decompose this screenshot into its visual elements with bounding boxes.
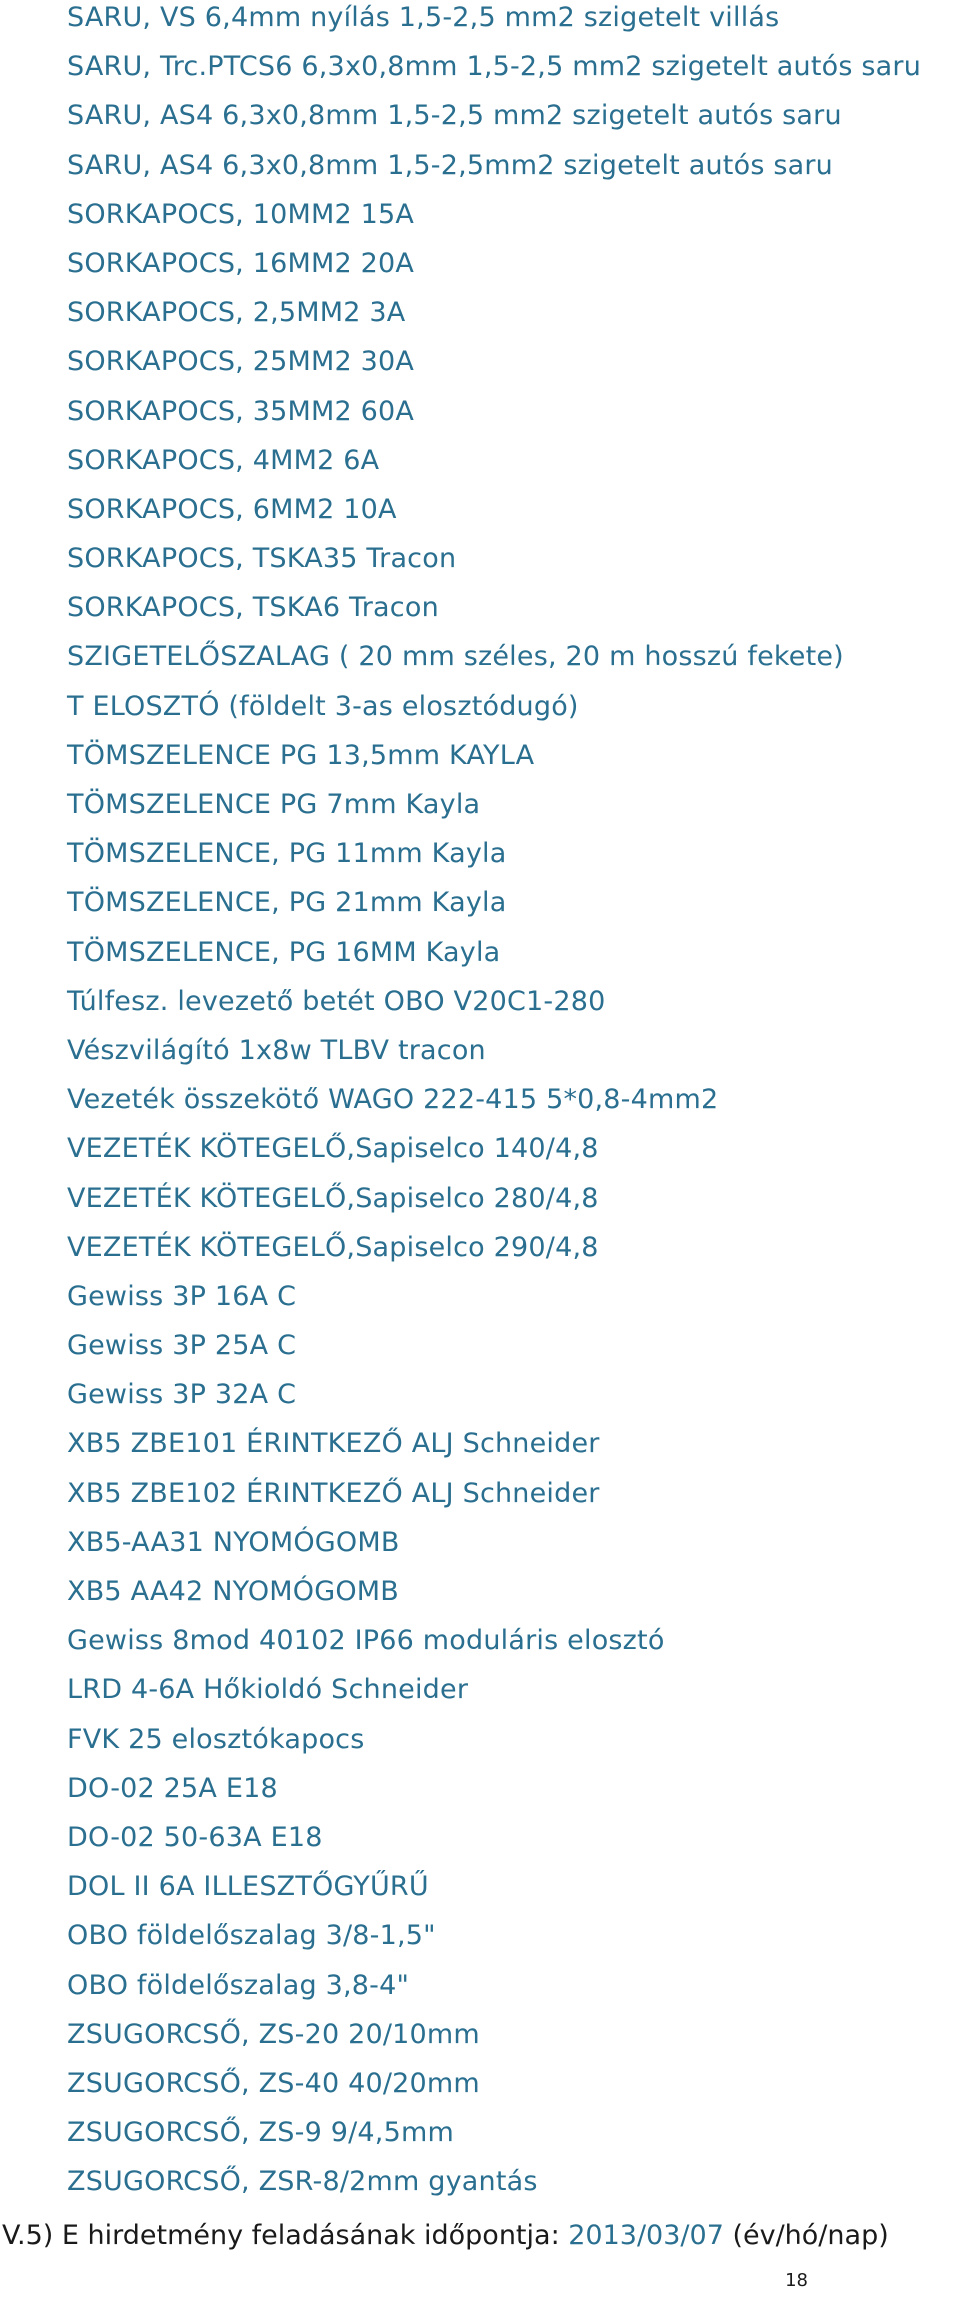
list-item: SZIGETELŐSZALAG ( 20 mm széles, 20 m hosszú fekete) (67, 641, 844, 673)
list-item: SORKAPOCS, 16MM2 20A (67, 247, 415, 279)
list-item: XB5 ZBE101 ÉRINTKEZŐ ALJ Schneider (67, 1428, 600, 1460)
list-item: Gewiss 3P 16A C (67, 1280, 297, 1312)
list-item: SORKAPOCS, TSKA6 Tracon (67, 592, 439, 624)
page-number: 18 (785, 2270, 808, 2291)
list-item: VEZETÉK KÖTEGELŐ,Sapiselco 280/4,8 (67, 1182, 599, 1214)
publication-date-format: (év/hó/nap) (723, 2220, 889, 2251)
list-item: TÖMSZELENCE PG 7mm Kayla (67, 789, 481, 820)
list-item: ZSUGORCSŐ, ZS-40 40/20mm (67, 2067, 480, 2099)
list-item: TÖMSZELENCE, PG 16MM Kayla (67, 936, 501, 968)
list-item: ZSUGORCSŐ, ZS-20 20/10mm (67, 2018, 480, 2050)
list-item: TÖMSZELENCE, PG 21mm Kayla (67, 887, 507, 919)
list-item: Gewiss 8mod 40102 IP66 moduláris elosztó (67, 1625, 665, 1657)
list-item: DO-02 50-63A E18 (67, 1821, 323, 1853)
list-item: SARU, Trc.PTCS6 6,3x0,8mm 1,5-2,5 mm2 szigetelt autós saru (67, 51, 922, 83)
list-item: Vezeték összekötő WAGO 222-415 5*0,8-4mm2 (67, 1084, 719, 1116)
list-item: DOL II 6A ILLESZTŐGYŰRŰ (67, 1871, 429, 1903)
publication-date-label: V.5) E hirdetmény feladásának időpontja: (2, 2220, 569, 2251)
list-item: OBO földelőszalag 3/8-1,5" (67, 1920, 436, 1952)
list-item: Gewiss 3P 25A C (67, 1330, 297, 1362)
publication-date-line (2, 2218, 889, 2254)
list-item: ZSUGORCSŐ, ZS-9 9/4,5mm (67, 2117, 454, 2149)
list-item: T ELOSZTÓ (földelt 3-as elosztódugó) (67, 690, 579, 722)
list-item: SORKAPOCS, TSKA35 Tracon (67, 543, 457, 575)
list-item: XB5 AA42 NYOMÓGOMB (67, 1576, 400, 1607)
list-item: XB5 ZBE102 ÉRINTKEZŐ ALJ Schneider (67, 1477, 600, 1509)
list-item: ZSUGORCSŐ, ZSR-8/2mm gyantás (67, 2166, 538, 2198)
list-item: SARU, AS4 6,3x0,8mm 1,5-2,5mm2 szigetelt autós saru (67, 149, 833, 181)
list-item: SARU, VS 6,4mm nyílás 1,5-2,5 mm2 szigetelt villás (67, 2, 780, 33)
list-item: SORKAPOCS, 35MM2 60A (67, 395, 415, 427)
publication-date-value: 2013/03/07 (568, 2220, 724, 2251)
list-item: Túlfesz. levezető betét OBO V20C1-280 (67, 985, 606, 1017)
list-item: SORKAPOCS, 6MM2 10A (67, 493, 397, 525)
list-item: TÖMSZELENCE PG 13,5mm KAYLA (67, 739, 535, 771)
list-item: DO-02 25A E18 (67, 1772, 278, 1804)
list-item: VEZETÉK KÖTEGELŐ,Sapiselco 140/4,8 (67, 1133, 599, 1165)
list-item: SORKAPOCS, 10MM2 15A (67, 198, 415, 230)
list-item: SORKAPOCS, 2,5MM2 3A (67, 297, 406, 329)
list-item: SARU, AS4 6,3x0,8mm 1,5-2,5 mm2 szigetelt autós saru (67, 100, 842, 132)
list-item: SORKAPOCS, 4MM2 6A (67, 444, 380, 476)
item-list (67, 0, 921, 2213)
list-item: XB5-AA31 NYOMÓGOMB (67, 1526, 400, 1558)
list-item: LRD 4-6A Hőkioldó Schneider (67, 1674, 469, 1706)
list-item: Vészvilágító 1x8w TLBV tracon (67, 1034, 486, 1066)
list-item: SORKAPOCS, 25MM2 30A (67, 346, 415, 378)
list-item: FVK 25 elosztókapocs (67, 1723, 365, 1755)
list-item: TÖMSZELENCE, PG 11mm Kayla (67, 838, 507, 870)
list-item: Gewiss 3P 32A C (67, 1379, 297, 1411)
list-item: VEZETÉK KÖTEGELŐ,Sapiselco 290/4,8 (67, 1231, 599, 1263)
list-item: OBO földelőszalag 3,8-4" (67, 1969, 410, 2001)
